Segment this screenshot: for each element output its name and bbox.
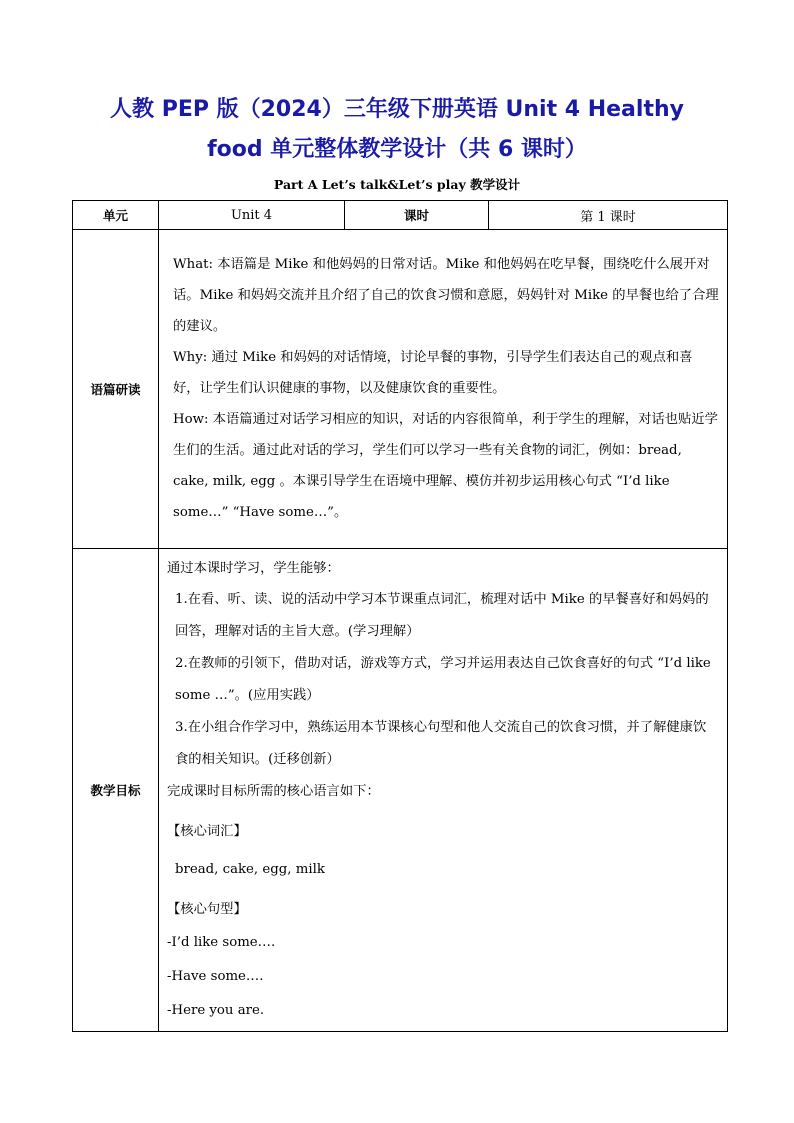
sentence-heading: 【核心句型】: [167, 902, 247, 917]
vocab-list: bread, cake, egg, milk: [175, 862, 325, 877]
goal-item: 3.在小组合作学习中，熟练运用本节课核心句型和他人交流自己的饮食习惯，并了解健康饮食的相关知识。(迁移创新）: [175, 720, 707, 767]
unit-value: Unit 4: [159, 201, 345, 230]
header-row: [73, 201, 728, 230]
lesson-design-table: [72, 200, 728, 1032]
vocab-heading: 【核心词汇】: [167, 824, 247, 839]
analysis-label: 语篇研读: [73, 230, 159, 549]
document-title: 人教 PEP 版（2024）三年级下册英语 Unit 4 Healthy food 单元整体教学设计（共 6 课时）: [110, 97, 684, 162]
analysis-content: [159, 230, 728, 549]
unit-label: 单元: [73, 201, 159, 230]
analysis-what: What: 本语篇是 Mike 和他妈妈的日常对话。Mike 和他妈妈在吃早餐，围绕吃什么展开对话。Mike 和妈妈交流并且介绍了自己的饮食习惯和意愿，妈妈针对 Mike 的早餐也给了合理的建议。: [173, 256, 719, 334]
goal-item: 2.在教师的引领下，借助对话，游戏等方式，学习并运用表达自己饮食喜好的句式 “I’d like some …”。(应用实践）: [175, 656, 711, 703]
goals-content: [159, 549, 728, 1032]
goals-row: [73, 549, 728, 1032]
analysis-how: How: 本语篇通过对话学习相应的知识，对话的内容很简单，利于学生的理解，对话也贴近学生们的生活。通过此对话的学习，学生们可以学习一些有关食物的词汇，例如：bread, cake, milk, egg 。本课引导学生在语境中理解、模仿并初步运用核心句式 “I’d like some…” “Have some…”。: [173, 411, 718, 520]
sentence-item: -Have some….: [167, 969, 264, 984]
goals-lead: 通过本课时学习，学生能够：: [167, 561, 340, 576]
document-subtitle: Part A Let’s talk&Let’s play 教学设计: [273, 177, 521, 192]
sentence-item: -Here you are.: [167, 1003, 265, 1018]
analysis-row: [73, 230, 728, 549]
core-language-intro: 完成课时目标所需的核心语言如下：: [167, 784, 380, 799]
sentence-item: -I’d like some….: [167, 935, 276, 950]
lesson-value: 第 1 课时: [489, 201, 728, 230]
goals-label: 教学目标: [73, 549, 159, 1032]
analysis-why: Why: 通过 Mike 和妈妈的对话情境，讨论早餐的事物，引导学生们表达自己的观点和喜好，让学生们认识健康的事物，以及健康饮食的重要性。: [173, 349, 693, 396]
lesson-label: 课时: [345, 201, 489, 230]
goal-item: 1.在看、听、读、说的活动中学习本节课重点词汇，梳理对话中 Mike 的早餐喜好和妈妈的回答，理解对话的主旨大意。(学习理解）: [175, 592, 709, 639]
